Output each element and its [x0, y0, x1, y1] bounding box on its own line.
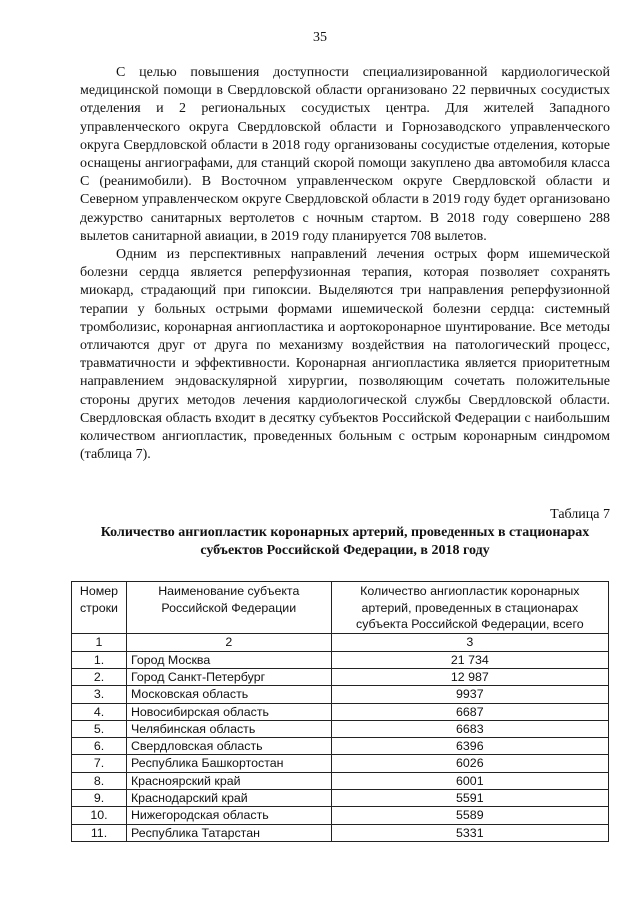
subject-name-cell: Новосибирская область [126, 703, 331, 720]
angioplasty-count-cell: 5591 [331, 790, 608, 807]
angioplasty-count-cell: 6396 [331, 738, 608, 755]
angioplasty-count-cell: 21 734 [331, 651, 608, 668]
table-row [72, 686, 609, 703]
subject-name-cell: Город Санкт-Петербург [126, 668, 331, 685]
row-number-cell: 7. [72, 755, 127, 772]
table-row [72, 651, 609, 668]
table-title: Количество ангиопластик коронарных артерий, проведенных в стационарах субъектов Российской Федерации, в 2018 году [100, 525, 590, 559]
angioplasty-count-cell: 9937 [331, 686, 608, 703]
table-label: Таблица 7 [550, 507, 610, 523]
subject-name-cell: Красноярский край [126, 772, 331, 789]
column-index-cell: 2 [126, 634, 331, 651]
table-row [72, 755, 609, 772]
row-number-cell: 8. [72, 772, 127, 789]
header-angioplasty-count: Количество ангиопластик коронарных артерий, проведенных в стационарах субъекта Российской Федерации, всего [331, 582, 608, 634]
row-number-cell: 9. [72, 790, 127, 807]
subject-name-cell: Нижегородская область [126, 807, 331, 824]
row-number-cell: 3. [72, 686, 127, 703]
column-index-cell: 1 [72, 634, 127, 651]
angioplasty-count-cell: 6001 [331, 772, 608, 789]
subject-name-cell: Свердловская область [126, 738, 331, 755]
page-number: 35 [313, 30, 327, 45]
table-header-row [72, 582, 609, 634]
header-row-number: Номер строки [72, 582, 127, 634]
subject-name-cell: Город Москва [126, 651, 331, 668]
row-number-cell: 5. [72, 720, 127, 737]
angioplasty-count-cell: 6683 [331, 720, 608, 737]
table-row [72, 703, 609, 720]
angioplasty-table [71, 581, 609, 841]
paragraph-reperfusion-therapy: Одним из перспективных направлений лечения острых форм ишемической болезни сердца является реперфузионная терапия, которая позволяет сохранять миокард, страдающий при гипоксии. Выделяются три направления реперфузионной терапии у больных острыми формами ишемической болезни сердца: системный тромболизис, коронарная ангиопластика и аортокоронарное шунтирование. Все методы отличаются друг от друга по механизму воздействия на патологический процесс, травматичности и эффективности. Коронарная ангиопластика является приоритетным направлением эндоваскулярной хирургии, позволяющим сочетать положительные стороны других методов лечения кардиологической службы Свердловской области. Свердловская область входит в десятку субъектов Российской Федерации с наибольшим количеством ангиопластик, проведенных больным с острым коронарным синдромом (таблица 7). [80, 247, 610, 463]
row-number-cell: 6. [72, 738, 127, 755]
subject-name-cell: Московская область [126, 686, 331, 703]
table-row [72, 807, 609, 824]
angioplasty-count-cell: 5589 [331, 807, 608, 824]
row-number-cell: 4. [72, 703, 127, 720]
column-index-cell: 3 [331, 634, 608, 651]
table-row [72, 720, 609, 737]
subject-name-cell: Челябинская область [126, 720, 331, 737]
table-row [72, 738, 609, 755]
row-number-cell: 2. [72, 668, 127, 685]
angioplasty-count-cell: 6026 [331, 755, 608, 772]
document-body [80, 64, 610, 842]
angioplasty-count-cell: 6687 [331, 703, 608, 720]
subject-name-cell: Республика Татарстан [126, 824, 331, 841]
table-row [72, 824, 609, 841]
table-row [72, 790, 609, 807]
table-column-index-row [72, 634, 609, 651]
angioplasty-count-cell: 5331 [331, 824, 608, 841]
paragraph-vascular-care: С целью повышения доступности специализированной кардиологической медицинской помощи в Свердловской области организовано 22 первичных сосудистых отделения и 2 региональных сосудистых центра. Для жителей Западного управленческого округа Свердловской области и Горнозаводского управленческого округа Свердловской области в 2018 году организованы сосудистые отделения, которые оснащены ангиографами, для станций скорой помощи закуплено два автомобиля класса С (реанимобили). В Восточном управленческом округе Свердловской области и Северном управленческом округе Свердловской области в 2019 году будет организовано дежурство санитарных вертолетов с ночным стартом. В 2018 году совершено 288 вылетов санитарной авиации, в 2019 году планируется 708 вылетов. [80, 65, 610, 244]
table-row [72, 772, 609, 789]
row-number-cell: 1. [72, 651, 127, 668]
row-number-cell: 10. [72, 807, 127, 824]
table-row [72, 668, 609, 685]
row-number-cell: 11. [72, 824, 127, 841]
angioplasty-count-cell: 12 987 [331, 668, 608, 685]
subject-name-cell: Краснодарский край [126, 790, 331, 807]
header-subject-name: Наименование субъекта Российской Федерации [126, 582, 331, 634]
subject-name-cell: Республика Башкортостан [126, 755, 331, 772]
